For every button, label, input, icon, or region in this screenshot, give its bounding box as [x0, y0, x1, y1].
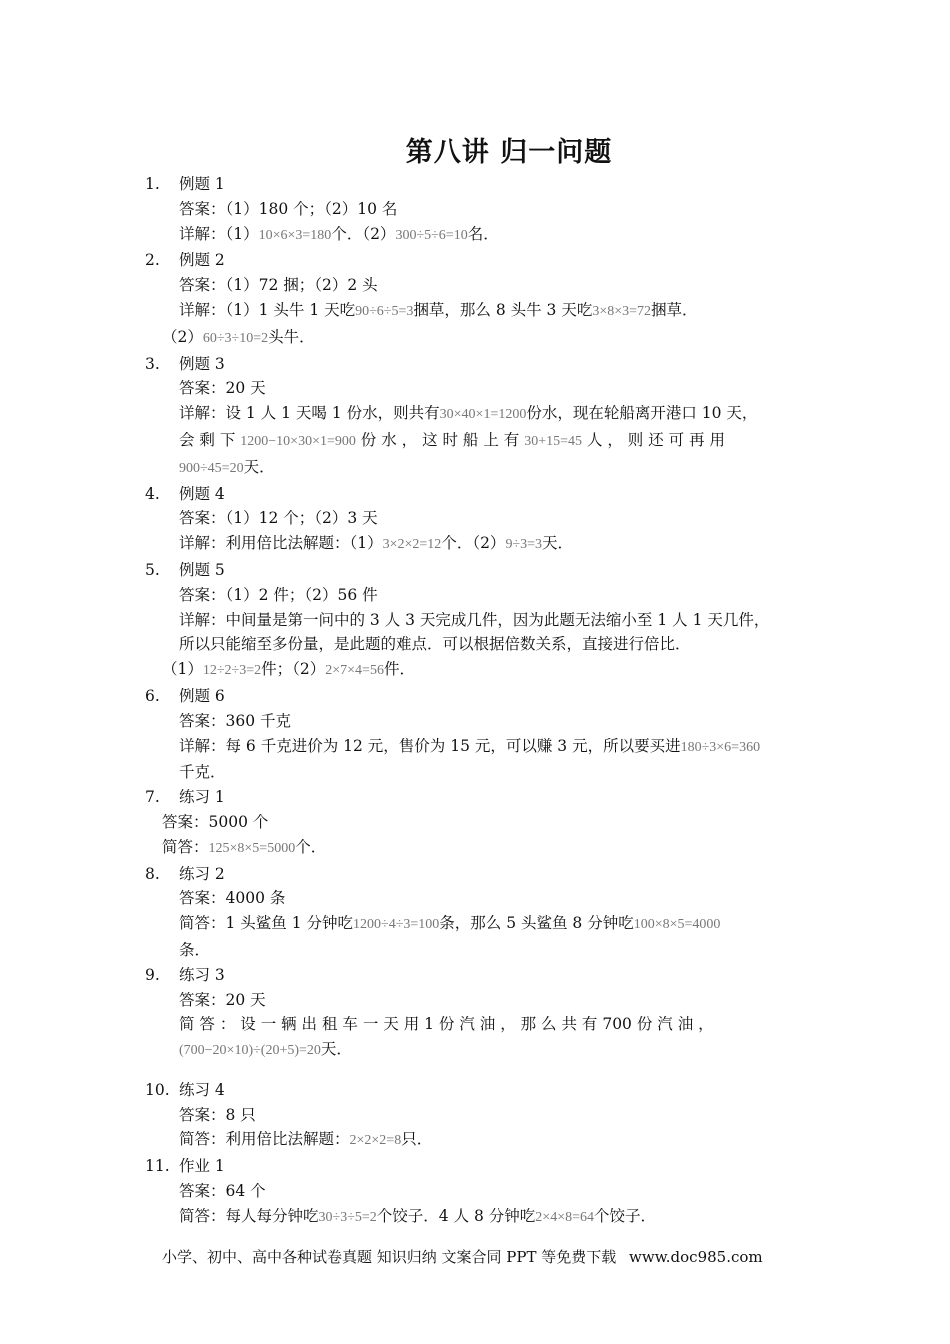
page-title: 第八讲 归一问题	[405, 137, 613, 168]
list-item	[0, 785, 950, 861]
equation: 180÷3×6=360	[680, 739, 761, 755]
footer-url[interactable]: www.doc985.com	[629, 1248, 763, 1266]
explanation-line	[0, 657, 950, 684]
item-heading	[0, 862, 950, 887]
equation: 9÷3=3	[505, 537, 543, 553]
equation: 30×40×1=1200	[439, 407, 527, 423]
explanation-line	[0, 835, 950, 862]
item-heading	[0, 785, 950, 810]
explanation-line	[0, 938, 950, 963]
item-title: 练习 2	[179, 864, 225, 883]
text-segment: 千克．	[179, 763, 226, 782]
text-segment: 答案：360 千克	[179, 711, 292, 730]
text-segment: 答案：5000 个	[162, 812, 269, 831]
item-title: 例题 1	[179, 175, 225, 193]
explanation-line	[0, 325, 950, 352]
text-segment: 个饺子．4 人 8 分钟吃	[376, 1206, 536, 1225]
list-item	[0, 684, 950, 785]
item-heading	[0, 352, 950, 377]
text-segment: 简 答 ： 设 一 辆 出 租 车 一 天 用 1 份 汽 油 ， 那 么 共 有 700 份 汽 油 ，	[179, 1015, 714, 1034]
answer-line	[0, 583, 950, 608]
text-segment: 答案：64 个	[179, 1182, 266, 1201]
text-segment: 详解：（1）	[179, 224, 259, 243]
explanation-line	[0, 1012, 950, 1037]
list-item	[0, 558, 950, 684]
equation: (700−20×10)÷(20+5)=20	[179, 1043, 321, 1059]
text-segment: 件；（2）	[261, 660, 326, 679]
item-heading	[0, 1154, 950, 1179]
item-title: 例题 4	[179, 484, 225, 503]
text-segment: 答案：（1）12 个；（2）3 天	[179, 509, 378, 528]
item-number: 5.	[145, 560, 160, 579]
text-segment: 名．	[467, 224, 499, 243]
item-heading	[0, 248, 950, 273]
list-item	[0, 352, 950, 482]
text-segment: 天．	[243, 457, 275, 476]
explanation-line	[0, 455, 950, 482]
answer-line	[0, 810, 950, 835]
explanation-line	[0, 760, 950, 785]
item-heading	[0, 1078, 950, 1103]
list-item	[0, 862, 950, 963]
text-segment: 个．（2）	[331, 224, 396, 243]
text-segment: 答案：（1）2 件；（2）56 件	[179, 585, 378, 604]
explanation-line	[0, 531, 950, 558]
text-segment: 人 ， 则 还 可 再 用	[582, 430, 726, 449]
explanation-line	[0, 734, 950, 761]
equation: 1200÷4÷3=100	[353, 917, 440, 933]
item-heading	[0, 963, 950, 988]
explanation-line	[0, 1127, 950, 1154]
text-segment: 答案：（1）72 捆；（2）2 头	[179, 276, 378, 295]
text-segment: 简答：	[162, 837, 209, 856]
text-segment: 答案：8 只	[179, 1105, 256, 1124]
list-item	[0, 172, 950, 248]
item-heading	[0, 684, 950, 709]
text-segment: 条．	[179, 940, 211, 959]
spacer	[0, 1064, 950, 1078]
answer-list	[0, 172, 950, 1231]
equation: 30÷3÷5=2	[318, 1209, 377, 1225]
text-segment: 捆草．	[651, 300, 698, 319]
explanation-line	[0, 1204, 950, 1231]
text-segment: 天．	[320, 1040, 352, 1059]
equation: 900÷45=20	[179, 460, 244, 476]
answer-line	[0, 1179, 950, 1204]
equation: 10×6×3=180	[258, 227, 332, 243]
text-segment: 答案：（1）180 个；（2）10 名	[179, 199, 398, 218]
text-segment: 只．	[401, 1130, 433, 1149]
explanation-line	[0, 911, 950, 938]
equation: 125×8×5=5000	[208, 840, 296, 856]
list-item	[0, 963, 950, 1078]
text-segment: 捆草，那么 8 头牛 3 天吃	[413, 300, 593, 319]
item-number: 3.	[145, 354, 160, 373]
text-segment: （1）	[162, 660, 203, 679]
explanation-line	[0, 298, 950, 325]
explanation-line	[0, 222, 950, 249]
text-segment: 个．（2）	[441, 534, 506, 553]
equation: 1200−10×30×1=900	[240, 433, 356, 449]
text-segment: 详解：（1）1 头牛 1 天吃	[179, 300, 356, 319]
item-title: 例题 2	[179, 251, 225, 270]
item-title: 练习 3	[179, 965, 225, 984]
explanation-line	[0, 632, 950, 657]
item-title: 例题 3	[179, 354, 225, 373]
answer-line	[0, 197, 950, 222]
explanation-line	[0, 608, 950, 633]
item-number: 8.	[145, 864, 160, 883]
item-title: 练习 4	[179, 1080, 225, 1099]
item-title: 练习 1	[179, 788, 225, 807]
text-segment: 答案：20 天	[179, 990, 266, 1009]
equation: 300÷5÷6=10	[395, 227, 468, 243]
list-item	[0, 482, 950, 558]
equation: 3×2×2=12	[382, 537, 442, 553]
text-segment: 详解：利用倍比法解题：（1）	[179, 534, 383, 553]
equation: 2×2×2=8	[349, 1133, 402, 1149]
item-number: 4.	[145, 484, 160, 503]
text-segment: 会 剩 下	[179, 430, 241, 449]
equation: 90÷6÷5=3	[355, 303, 414, 319]
equation: 3×8×3=72	[592, 303, 652, 319]
item-number: 2.	[145, 251, 160, 270]
text-segment: 件．	[383, 660, 415, 679]
answer-line	[0, 273, 950, 298]
text-segment: 详解：设 1 人 1 天喝 1 份水，则共有	[179, 404, 440, 423]
list-item	[0, 1154, 950, 1230]
list-item	[0, 248, 950, 351]
text-segment: （2）	[162, 327, 203, 346]
item-title: 例题 6	[179, 686, 225, 705]
item-number: 6.	[145, 686, 160, 705]
text-segment: 答案：20 天	[179, 379, 266, 398]
list-item	[0, 1078, 950, 1154]
equation: 100×8×5=4000	[633, 917, 721, 933]
text-segment: 个饺子．	[593, 1206, 656, 1225]
equation: 2×4×8=64	[535, 1209, 594, 1225]
item-title: 作业 1	[179, 1157, 225, 1176]
equation: 30+15=45	[524, 433, 583, 449]
text-segment: 详解：中间量是第一问中的 3 人 3 天完成几件，因为此题无法缩小至 1 人 1 天几件，	[179, 610, 770, 629]
equation: 2×7×4=56	[325, 663, 384, 679]
explanation-line	[0, 1037, 950, 1064]
equation: 12÷2÷3=2	[202, 663, 262, 679]
footer	[162, 1246, 862, 1267]
item-title: 例题 5	[179, 560, 225, 579]
item-number: 7.	[145, 788, 160, 807]
item-number: 9.	[145, 965, 160, 984]
answer-line	[0, 886, 950, 911]
item-heading	[0, 482, 950, 507]
text-segment: 份 水 ， 这 时 船 上 有	[355, 430, 525, 449]
text-segment: 答案：4000 条	[179, 889, 286, 908]
answer-line	[0, 709, 950, 734]
answer-line	[0, 1103, 950, 1128]
text-segment: 头牛．	[268, 327, 315, 346]
text-segment: 份水，现在轮船离开港口 10 天，	[526, 404, 758, 423]
text-segment: 简答：1 头鲨鱼 1 分钟吃	[179, 914, 354, 933]
equation: 60÷3÷10=2	[202, 330, 269, 346]
text-segment: 详解：每 6 千克进价为 12 元，售价为 15 元，可以赚 3 元，所以要买进	[179, 736, 681, 755]
text-segment: 简答：利用倍比法解题：	[179, 1130, 350, 1149]
text-segment: 天．	[542, 534, 574, 553]
answer-line	[0, 506, 950, 531]
explanation-line	[0, 401, 950, 428]
text-segment: 简答：每人每分钟吃	[179, 1206, 319, 1225]
text-segment: 所以只能缩至多份量，是此题的难点．可以根据倍数关系，直接进行倍比．	[179, 635, 691, 654]
answer-line	[0, 376, 950, 401]
item-number: 1.	[145, 175, 160, 193]
answer-line	[0, 988, 950, 1013]
item-heading	[0, 172, 950, 197]
item-number: 10.	[145, 1080, 170, 1099]
text-segment: 条，那么 5 头鲨鱼 8 分钟吃	[439, 914, 634, 933]
item-number: 11.	[145, 1157, 170, 1176]
explanation-line	[0, 428, 950, 455]
text-segment: 个．	[295, 837, 327, 856]
item-heading	[0, 558, 950, 583]
footer-text: 小学、初中、高中各种试卷真题 知识归纳 文案合同 PPT 等免费下载	[162, 1248, 617, 1266]
